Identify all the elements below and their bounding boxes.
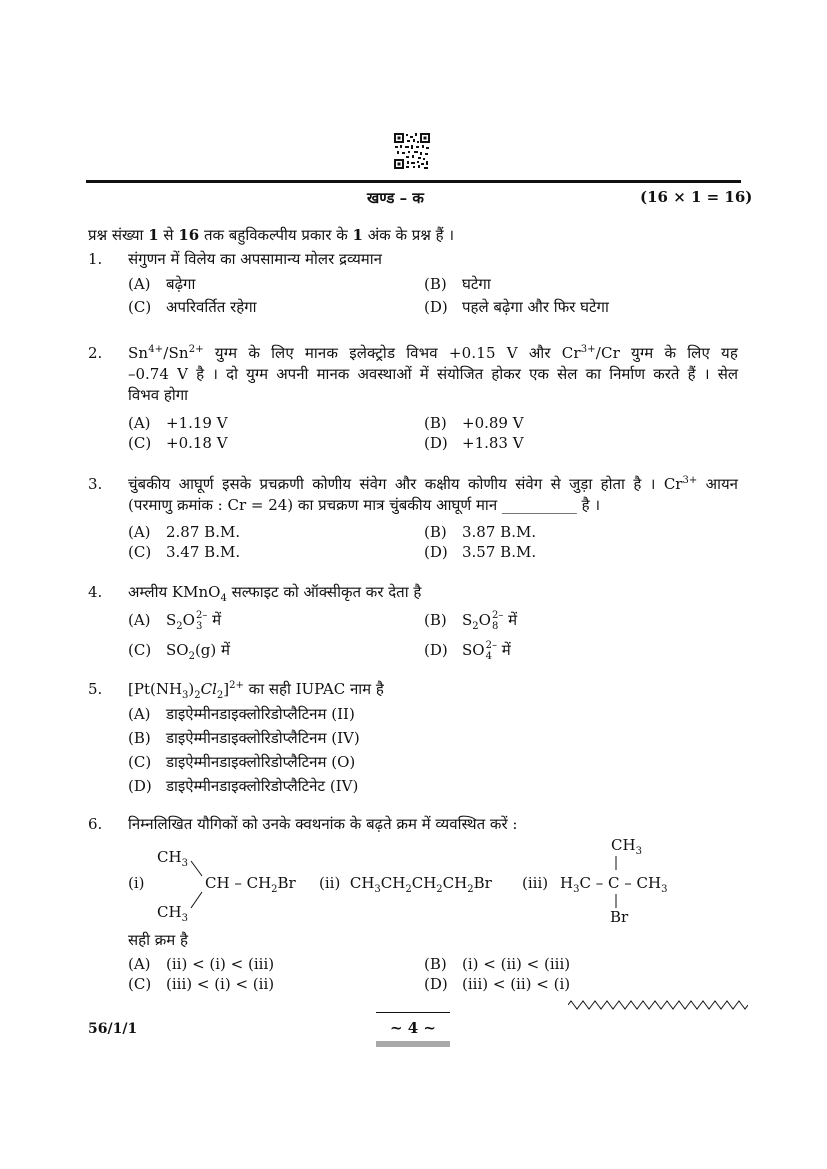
question-2 — [88, 343, 738, 409]
continue-wavy-line — [568, 999, 748, 1011]
q5-option-d: (D) डाइऐम्मीनडाइक्लोरिडोप्लैटिनेट (IV) — [128, 777, 359, 795]
q4-option-b: (B) $S_2O$ 2– 8 में — [424, 610, 518, 632]
q6-option-c: (C) (iii) < (i) < (ii) — [128, 975, 275, 993]
instruction: प्रश्न संख्या 1 से 16 तक बहुविकल्पीय प्रकार के 1 अंक के प्रश्न हैं । — [88, 226, 455, 244]
q6-option-b: (B) (i) < (ii) < (iii) — [424, 955, 571, 973]
compound-ii: (ii) $CH_3CH_2CH_2CH_2Br$ — [319, 874, 492, 895]
question-text: अम्लीय KMnO$_4$ सल्फाइट को ऑक्सीकृत कर देता है — [128, 583, 422, 604]
header-rule — [86, 180, 741, 183]
question-number: 3. — [88, 475, 103, 493]
q3-option-a: (A) 2.87 B.M. — [128, 523, 241, 541]
question-6 — [88, 814, 738, 836]
question-1 — [88, 249, 738, 271]
q5-option-a: (A) डाइऐम्मीनडाइक्लोरिडोप्लैटिनम (II) — [128, 705, 355, 723]
q4-option-d: (D) SO 2– 4 में — [424, 640, 511, 662]
q5-option-b: (B) डाइऐम्मीनडाइक्लोरिडोप्लैटिनम (IV) — [128, 729, 360, 747]
q3-option-d: (D) 3.57 B.M. — [424, 543, 537, 561]
page-number-rule — [376, 1012, 450, 1013]
q1-option-b: (B) घटेगा — [424, 275, 491, 293]
question-5 — [88, 679, 738, 701]
q3-option-b: (B) 3.87 B.M. — [424, 523, 537, 541]
q2-option-d: (D) +1.83 V — [424, 434, 524, 452]
compound-i-label: (i) — [128, 874, 145, 892]
q6-option-a: (A) (ii) < (i) < (iii) — [128, 955, 275, 973]
q1-option-d: (D) पहले बढ़ेगा और फिर घटेगा — [424, 298, 609, 316]
compound-i-bottom: $CH_3$ — [157, 903, 188, 924]
question-number: 1. — [88, 250, 103, 268]
question-text: चुंबकीय आघूर्ण इसके प्रचक्रणी कोणीय संवेग और कक्षीय कोणीय संवेग से जुड़ा होता है । $Cr^{3+}$ आयन (परमाणु क्रमांक : Cr = 24) का प्रचक्रण मात्र चुंबकीय आघूर्ण मान __________ है । — [128, 475, 739, 514]
question-number: 5. — [88, 680, 103, 698]
paper-code: 56/1/1 — [88, 1021, 138, 1037]
q6-option-d: (D) (iii) < (ii) < (i) — [424, 975, 571, 993]
q1-option-c: (C) अपरिवर्तित रहेगा — [128, 298, 257, 316]
q2-option-b: (B) +0.89 V — [424, 414, 524, 432]
question-number: 4. — [88, 583, 103, 601]
q5-option-c: (C) डाइऐम्मीनडाइक्लोरिडोप्लैटिनम (O) — [128, 753, 356, 771]
page-number: ~ 4 ~ — [389, 1019, 437, 1037]
q2-option-a: (A) +1.19 V — [128, 414, 228, 432]
compound-iii-label: (iii) — [522, 874, 549, 892]
q1-option-a: (A) बढ़ेगा — [128, 275, 196, 293]
compound-iii-top: $CH_3$ — [611, 836, 642, 857]
compound-i-top: $CH_3$ — [157, 848, 188, 869]
question-3 — [88, 474, 738, 520]
question-text: संगुणन में विलेय का अपसामान्य मोलर द्रव्यमान — [128, 250, 382, 268]
qr-code — [393, 132, 431, 170]
question-text: $[Pt(NH_3)_2Cl_2]^{2+}$ का सही IUPAC नाम है — [128, 680, 384, 701]
page-number-bar — [376, 1041, 450, 1047]
question-number: 2. — [88, 344, 103, 362]
question-text: $Sn^{4+}/Sn^{2+}$ युग्म के लिए मानक इलेक्ट्रोड विभव +0.15 V और $Cr^{3+}/Cr$ युग्म के लिए यह –0.74 V है । दो युग्म अपनी मानक अवस्थाओं में संयोजित होकर एक सेल का निर्माण करते हैं । सेल विभव होगा — [128, 344, 738, 404]
compound-iii-bottom: Br — [610, 908, 629, 926]
compound-iii-main: $H_3C$ – C – $CH_3$ — [560, 874, 668, 895]
q3-option-c: (C) 3.47 B.M. — [128, 543, 241, 561]
question-4 — [88, 582, 738, 604]
section-title: खण्ड – क — [367, 189, 424, 207]
q4-option-c: (C) $SO_2(g)$ में — [128, 641, 230, 662]
q2-option-c: (C) +0.18 V — [128, 434, 228, 452]
q6-answer-label: सही क्रम है — [128, 931, 188, 949]
section-marks: (16 × 1 = 16) — [640, 188, 753, 206]
question-text: निम्नलिखित यौगिकों को उनके क्वथनांक के बढ़ते क्रम में व्यवस्थित करें : — [128, 815, 518, 833]
q4-option-a: (A) $S_2O$ 2– 3 में — [128, 610, 222, 632]
compound-i-main: CH – $CH_2Br$ — [205, 874, 296, 895]
question-number: 6. — [88, 815, 103, 833]
